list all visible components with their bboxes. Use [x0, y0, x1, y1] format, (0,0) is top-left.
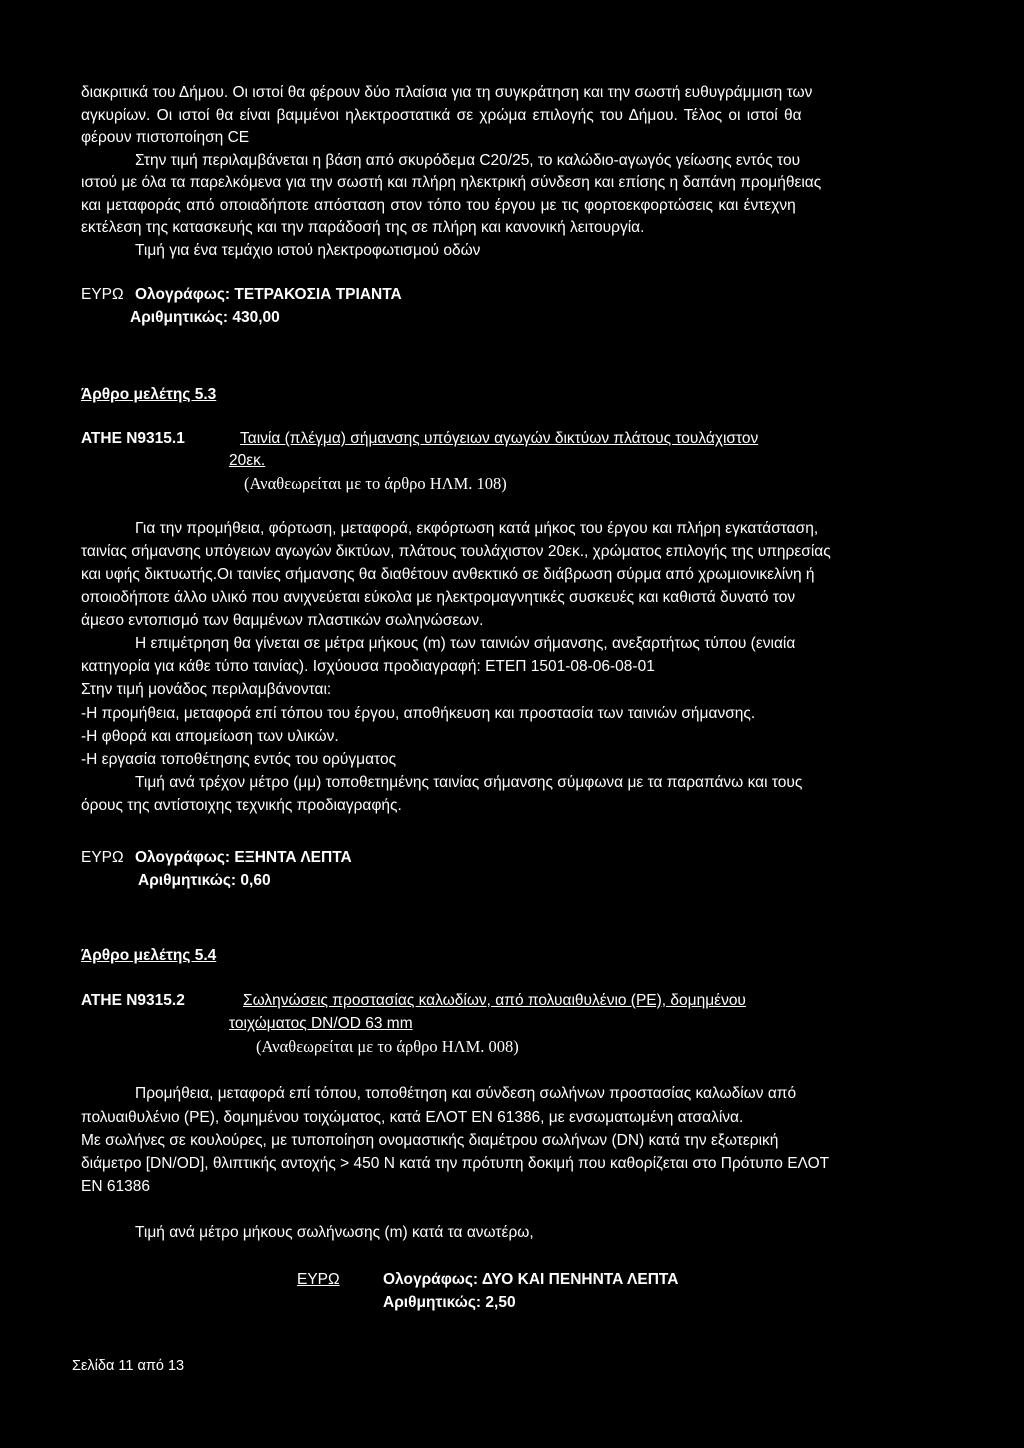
article53-line-7: κατηγορία για κάθε τύπο ταινίας). Ισχύουσα προδιαγραφή: ΕΤΕΠ 1501-08-06-08-01: [81, 658, 655, 675]
article53-line-5: άμεσο εντοπισμό των θαμμένων πλαστικών σωληνώσεων.: [81, 612, 484, 629]
price3-words: Ολογράφως: ΔΥΟ ΚΑΙ ΠΕΝΗΝΤΑ ΛΕΠΤΑ: [383, 1271, 679, 1288]
intro-line-7: εκτέλεση της κατασκευής και την παράδοσή της σε πλήρη και κανονική λειτουργία.: [81, 219, 645, 236]
intro-line-8: Τιμή για ένα τεμάχιο ιστού ηλεκτροφωτισμού οδών: [135, 242, 481, 259]
intro-line-1: διακριτικά του Δήμου. Οι ιστοί θα φέρουν δύο πλαίσια για τη συγκράτηση και την σωστή ευθυγράμμιση των: [81, 84, 813, 101]
article54-line-3: Με σωλήνες σε κουλούρες, με τυποποίηση ονομαστικής διαμέτρου σωλήνων (DN) κατά την εξωτερική: [81, 1132, 779, 1149]
article53-heading: Άρθρο μελέτης 5.3: [81, 386, 217, 403]
article54-line-4: διάμετρο [DN/OD], θλιπτικής αντοχής > 450 Ν κατά την πρότυπη δοκιμή που καθορίζεται στο Πρότυπο ΕΛΟΤ: [81, 1155, 830, 1172]
article53-line-9: -Η προμήθεια, μεταφορά επί τόπου του έργου, αποθήκευση και προστασία των ταινιών σήμανσης.: [81, 705, 756, 722]
article54-line-6: Τιμή ανά μέτρο μήκους σωλήνωσης (m) κατά τα ανωτέρω,: [135, 1224, 534, 1241]
article54-title-line2: τοιχώματος DN/OD 63 mm: [229, 1015, 413, 1032]
article53-code: ΑΤΗΕ Ν9315.1: [81, 430, 185, 447]
article53-line-6: Η επιμέτρηση θα γίνεται σε μέτρα μήκους (m) των ταινιών σήμανσης, ανεξαρτήτως τύπου (ενιαία: [135, 635, 796, 652]
article53-line-4: οποιοδήποτε άλλο υλικό που ανιχνεύεται εύκολα με ηλεκτρομαγνητικές συσκευές και καθιστά δυνατό τον: [81, 589, 796, 606]
article53-title-line2: 20εκ.: [229, 452, 266, 469]
price3-numeric: Αριθμητικώς: 2,50: [383, 1294, 516, 1311]
article54-code: ΑΤΗΕ Ν9315.2: [81, 992, 185, 1009]
article53-line-12: Τιμή ανά τρέχον μέτρο (μμ) τοποθετημένης ταινίας σήμανσης σύμφωνα με τα παραπάνω και τους: [135, 774, 803, 791]
article53-line-2: ταινίας σήμανσης υπόγειων αγωγών δικτύων, πλάτους τουλάχιστον 20εκ., χρώματος επιλογής της υπηρεσίας: [81, 543, 831, 560]
article54-title-line1: Σωληνώσεις προστασίας καλωδίων, από πολυαιθυλένιο (PE), δομημένου: [243, 992, 746, 1009]
price1-numeric: Αριθμητικώς: 430,00: [130, 309, 280, 326]
price2-numeric: Αριθμητικώς: 0,60: [138, 872, 271, 889]
price1-currency: ΕΥΡΩ: [81, 286, 124, 303]
intro-line-3: φέρουν πιστοποίηση CE: [81, 129, 250, 146]
article53-reference: (Αναθεωρείται με το άρθρο ΗΛΜ. 108): [244, 474, 507, 493]
page-number: Σελίδα 11 από 13: [72, 1358, 185, 1374]
article53-title-line1: Ταινία (πλέγμα) σήμανσης υπόγειων αγωγών δικτύων πλάτους τουλάχιστον: [240, 430, 759, 447]
article53-line-10: -Η φθορά και απομείωση των υλικών.: [81, 728, 339, 745]
article54-heading: Άρθρο μελέτης 5.4: [81, 947, 217, 964]
article53-line-11: -Η εργασία τοποθέτησης εντός του ορύγματος: [81, 751, 397, 768]
intro-line-6: και μεταφοράς από οποιαδήποτε απόσταση στον τόπο του έργου με τις φορτοεκφορτώσεις και έντεχνη: [81, 197, 796, 214]
price2-currency: ΕΥΡΩ: [81, 849, 124, 866]
price3-currency: ΕΥΡΩ: [297, 1271, 340, 1288]
article53-line-13: όρους της αντίστοιχης τεχνικής προδιαγραφής.: [81, 797, 402, 814]
article54-reference: (Αναθεωρείται με το άρθρο ΗΛΜ. 008): [256, 1037, 519, 1056]
article54-line-1: Προμήθεια, μεταφορά επί τόπου, τοποθέτηση και σύνδεση σωλήνων προστασίας καλωδίων από: [135, 1085, 797, 1102]
intro-line-4: Στην τιμή περιλαμβάνεται η βάση από σκυρόδεμα C20/25, το καλώδιο-αγωγός γείωσης εντός του: [135, 152, 801, 169]
intro-line-2: αγκυρίων. Οι ιστοί θα είναι βαμμένοι ηλεκτροστατικά σε χρώμα επιλογής του Δήμου. Τέλος οι ιστοί θα: [81, 107, 802, 124]
article54-line-5: ΕΝ 61386: [81, 1178, 150, 1195]
article53-line-3: και υφής δικτυωτής.Οι ταινίες σήμανσης θα διαθέτουν ανθεκτικό σε διάβρωση σύρμα από χρωμιονικελίνη ή: [81, 566, 815, 583]
article54-line-2: πολυαιθυλένιο (PE), δομημένου τοιχώματος, κατά ΕΛΟΤ ΕΝ 61386, με ενσωματωμένη ατσαλίνα.: [81, 1109, 744, 1126]
price1-words: Ολογράφως: ΤΕΤΡΑΚΟΣΙΑ ΤΡΙΑΝΤΑ: [135, 286, 402, 303]
price2-words: Ολογράφως: ΕΞΗΝΤΑ ΛΕΠΤΑ: [135, 849, 352, 866]
intro-line-5: ιστού με όλα τα παρελκόμενα για την σωστή και πλήρη ηλεκτρική σύνδεση και επίσης η δαπάνη προμήθειας: [81, 174, 822, 191]
article53-line-1: Για την προμήθεια, φόρτωση, μεταφορά, εκφόρτωση κατά μήκος του έργου και πλήρη εγκατάσταση,: [135, 520, 819, 537]
article53-line-8: Στην τιμή μονάδος περιλαμβάνονται:: [81, 681, 332, 698]
